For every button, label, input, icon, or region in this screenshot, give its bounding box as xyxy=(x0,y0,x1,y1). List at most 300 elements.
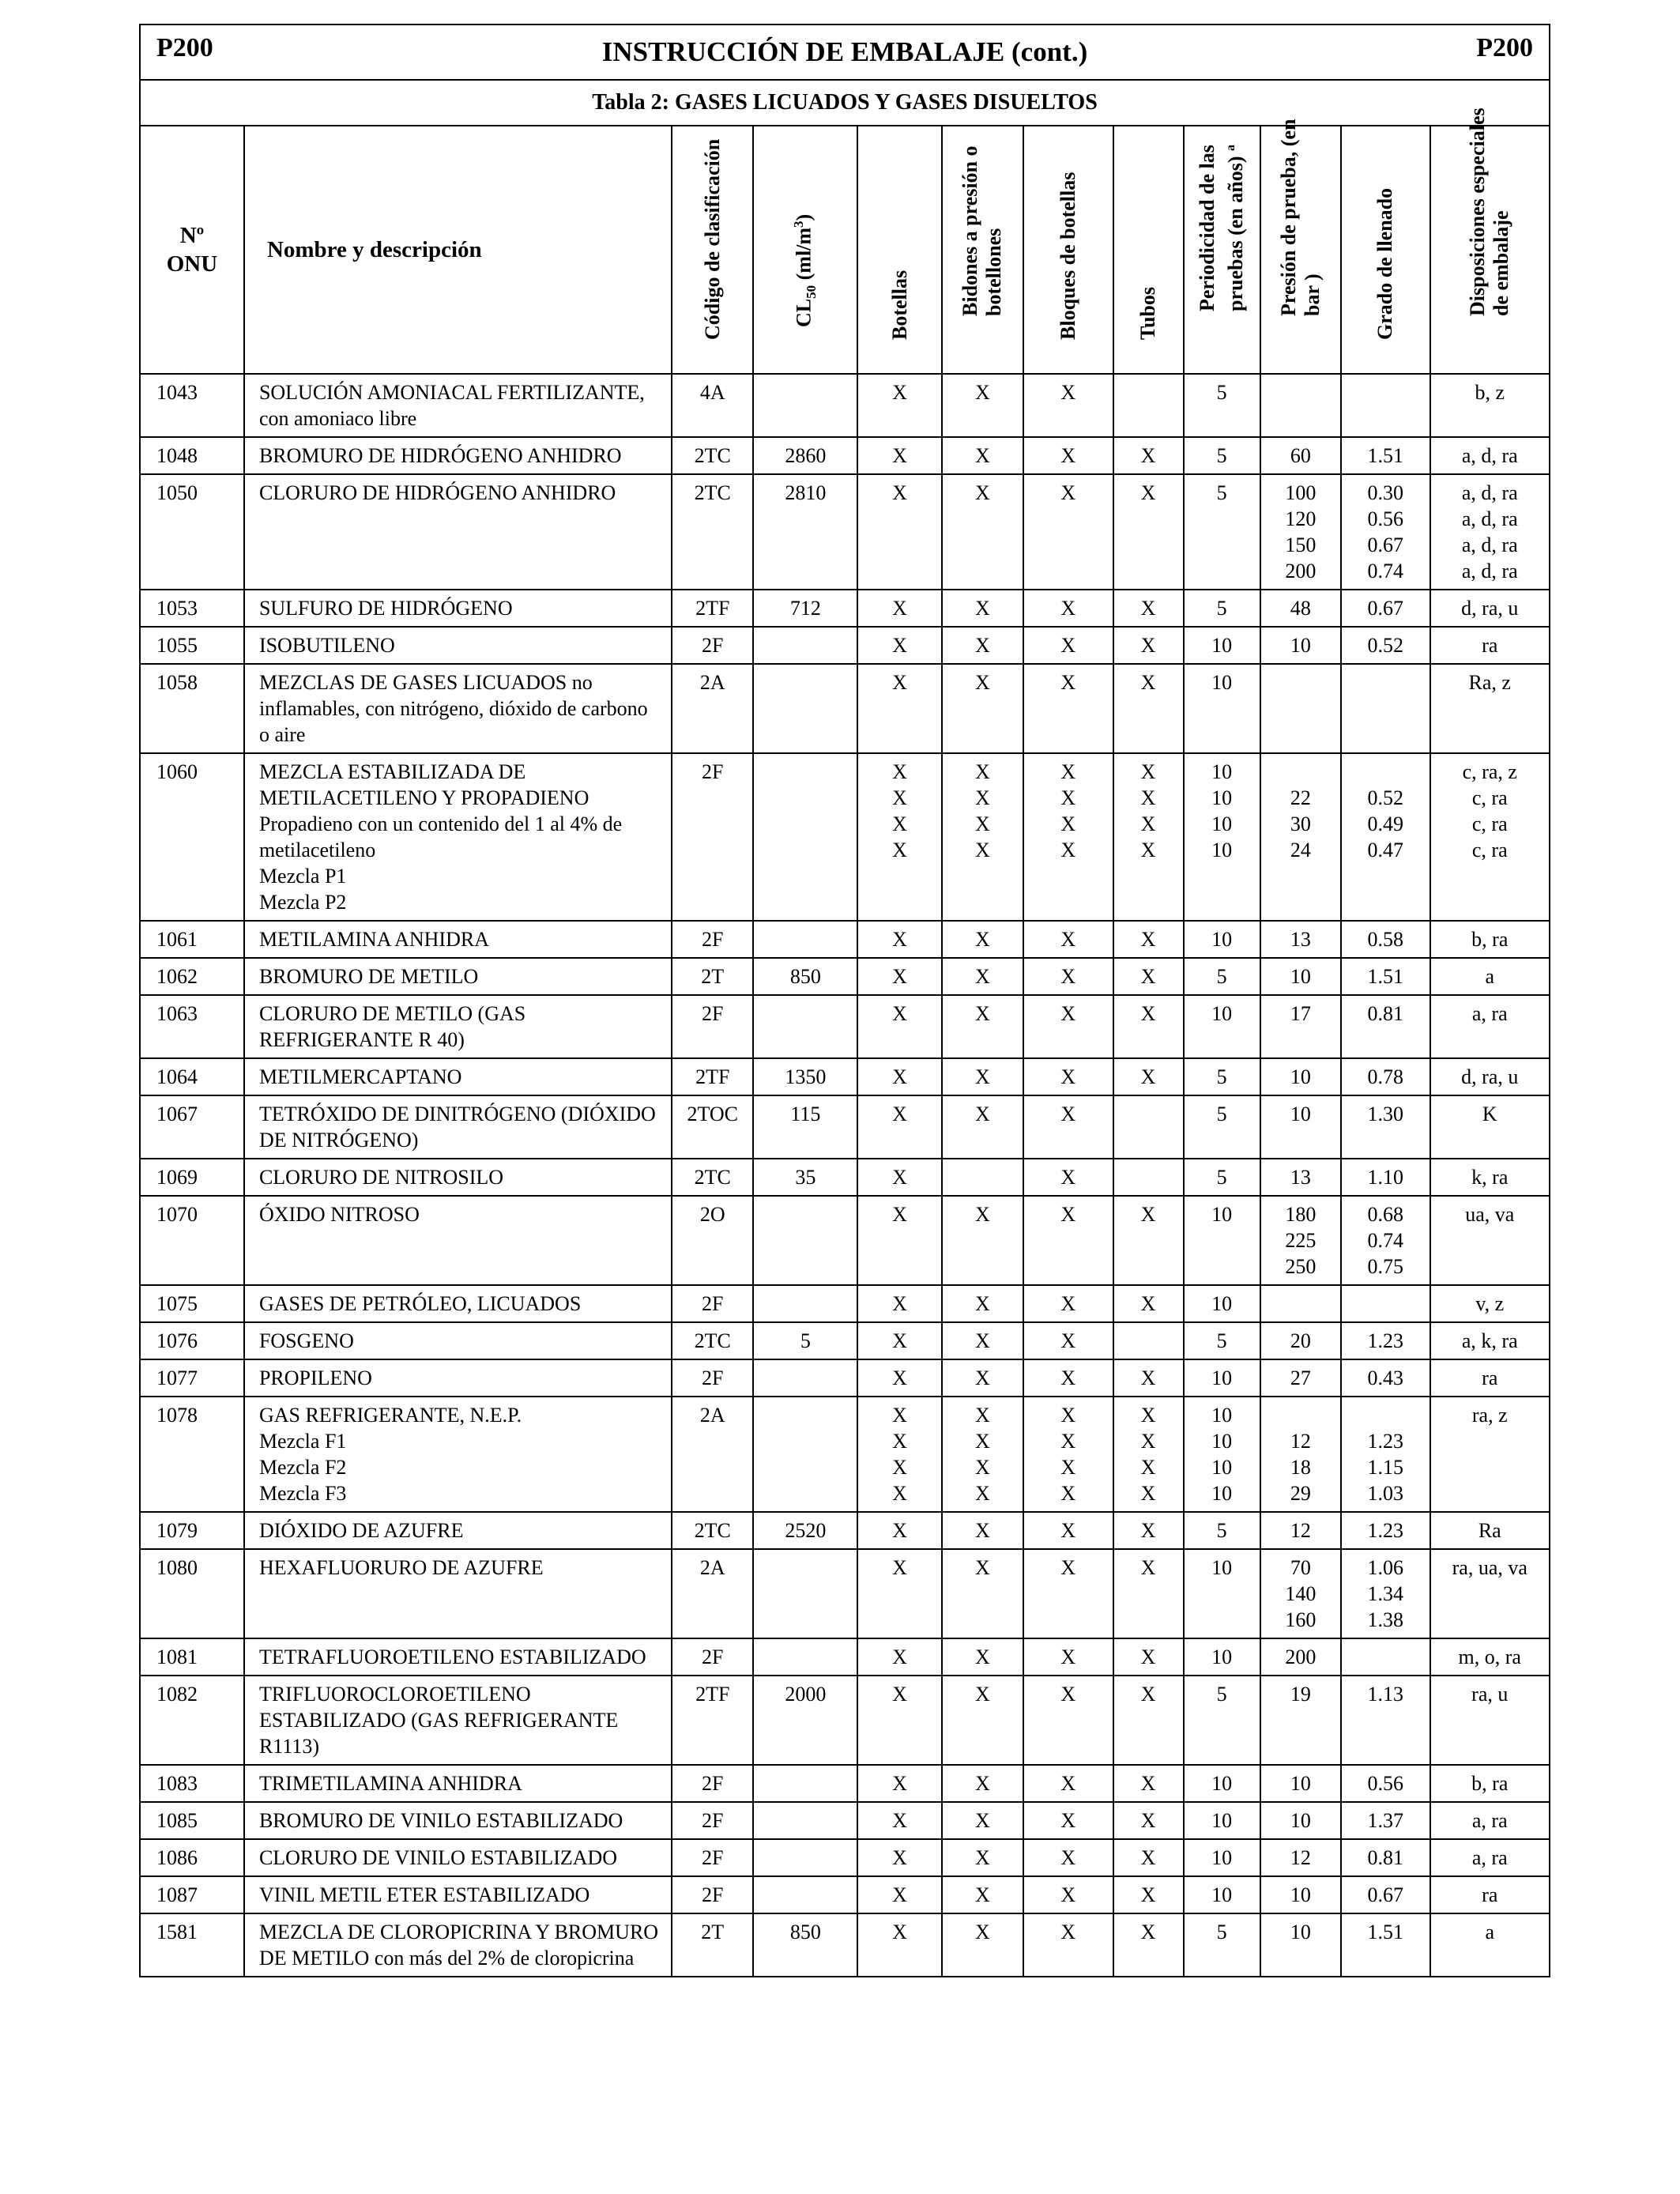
table-row xyxy=(141,1512,1549,1549)
cell-disposiciones: a xyxy=(1430,1913,1549,1976)
cell-cl50: 1350 xyxy=(753,1058,857,1095)
cell-bloques: X xyxy=(1023,1512,1113,1549)
cell-onu: 1070 xyxy=(141,1196,244,1285)
column-header-periodicidad: Periodicidad de las pruebas (en años) $^a$ xyxy=(1184,126,1260,374)
cell-presion: 13 xyxy=(1260,921,1341,958)
cell-grado: 0.81 xyxy=(1341,995,1430,1058)
cell-tubos xyxy=(1113,1095,1184,1159)
cell-disposiciones: d, ra, u xyxy=(1430,1058,1549,1095)
cell-name: TRIMETILAMINA ANHIDRA xyxy=(244,1765,672,1802)
cell-presion: 17 xyxy=(1260,995,1341,1058)
cell-code: 2T xyxy=(672,958,753,995)
cell-code: 2F xyxy=(672,753,753,921)
table-row xyxy=(141,1397,1549,1512)
cell-presion: 12 18 29 xyxy=(1260,1397,1341,1512)
cell-tubos: X xyxy=(1113,437,1184,474)
table-row xyxy=(141,1876,1549,1913)
cell-cl50 xyxy=(753,1765,857,1802)
cell-name: DIÓXIDO DE AZUFRE xyxy=(244,1512,672,1549)
table-row xyxy=(141,1159,1549,1196)
cell-grado xyxy=(1341,1285,1430,1322)
cell-botellas: X xyxy=(857,437,941,474)
cell-onu: 1069 xyxy=(141,1159,244,1196)
cell-presion: 27 xyxy=(1260,1359,1341,1397)
cell-code: 2TF xyxy=(672,1058,753,1095)
cell-tubos: X xyxy=(1113,921,1184,958)
cell-name: BROMURO DE VINILO ESTABILIZADO xyxy=(244,1802,672,1839)
cell-botellas: X xyxy=(857,1058,941,1095)
table-row xyxy=(141,1638,1549,1676)
cell-presion: 10 xyxy=(1260,1095,1341,1159)
cell-code: 2F xyxy=(672,1802,753,1839)
cell-code: 4A xyxy=(672,374,753,437)
cell-tubos: X xyxy=(1113,1549,1184,1638)
cell-bloques: X xyxy=(1023,1638,1113,1676)
cell-name: MEZCLA DE CLOROPICRINA Y BROMURO DE METILO con más del 2% de cloropicrina xyxy=(244,1913,672,1976)
table-row xyxy=(141,437,1549,474)
cell-periodicidad: 5 xyxy=(1184,1913,1260,1976)
cell-bloques: X xyxy=(1023,1196,1113,1285)
cell-bidones: X X X X xyxy=(942,1397,1023,1512)
cell-periodicidad: 10 xyxy=(1184,1196,1260,1285)
cell-grado: 0.56 xyxy=(1341,1765,1430,1802)
cell-disposiciones: ra xyxy=(1430,627,1549,664)
cell-tubos: X xyxy=(1113,1285,1184,1322)
cell-onu: 1078 xyxy=(141,1397,244,1512)
cell-bidones: X xyxy=(942,1196,1023,1285)
cell-tubos xyxy=(1113,1159,1184,1196)
cell-disposiciones: a, ra xyxy=(1430,995,1549,1058)
cell-name: PROPILENO xyxy=(244,1359,672,1397)
cell-tubos: X xyxy=(1113,1359,1184,1397)
cell-botellas: X xyxy=(857,1549,941,1638)
cell-grado xyxy=(1341,664,1430,753)
cell-bidones: X xyxy=(942,1802,1023,1839)
cell-bidones: X xyxy=(942,1839,1023,1876)
cell-periodicidad: 10 xyxy=(1184,1876,1260,1913)
cell-bloques: X xyxy=(1023,1839,1113,1876)
cell-periodicidad: 10 xyxy=(1184,1765,1260,1802)
cell-grado: 0.81 xyxy=(1341,1839,1430,1876)
column-header-bloques: Bloques de botellas xyxy=(1023,126,1113,374)
cell-name: CLORURO DE VINILO ESTABILIZADO xyxy=(244,1839,672,1876)
cell-grado: 1.10 xyxy=(1341,1159,1430,1196)
cell-disposiciones: ra, u xyxy=(1430,1676,1549,1765)
cell-bloques: X xyxy=(1023,921,1113,958)
cell-name: SULFURO DE HIDRÓGENO xyxy=(244,590,672,627)
cell-grado: 0.67 xyxy=(1341,590,1430,627)
cell-tubos: X xyxy=(1113,627,1184,664)
cell-onu: 1055 xyxy=(141,627,244,664)
cell-disposiciones: Ra, z xyxy=(1430,664,1549,753)
cell-disposiciones: Ra xyxy=(1430,1512,1549,1549)
cell-botellas: X xyxy=(857,664,941,753)
cell-bidones: X xyxy=(942,1058,1023,1095)
cell-disposiciones: a, d, ra xyxy=(1430,437,1549,474)
cell-name: METILMERCAPTANO xyxy=(244,1058,672,1095)
cell-onu: 1081 xyxy=(141,1638,244,1676)
table-row xyxy=(141,1058,1549,1095)
table-row xyxy=(141,474,1549,590)
cell-tubos: X xyxy=(1113,1638,1184,1676)
cell-code: 2TC xyxy=(672,437,753,474)
cell-botellas: X xyxy=(857,1676,941,1765)
cell-onu: 1079 xyxy=(141,1512,244,1549)
cell-tubos: X xyxy=(1113,1765,1184,1802)
table-row xyxy=(141,1839,1549,1876)
cell-bidones: X xyxy=(942,1876,1023,1913)
cell-cl50: 850 xyxy=(753,958,857,995)
cell-bidones: X xyxy=(942,1549,1023,1638)
cell-presion: 100 120 150 200 xyxy=(1260,474,1341,590)
table-row xyxy=(141,995,1549,1058)
cell-onu: 1058 xyxy=(141,664,244,753)
cell-bloques: X xyxy=(1023,1095,1113,1159)
table-body xyxy=(141,374,1549,1976)
table-row xyxy=(141,1322,1549,1359)
cell-botellas: X xyxy=(857,1322,941,1359)
cell-periodicidad: 5 xyxy=(1184,1159,1260,1196)
table-row xyxy=(141,753,1549,921)
cell-tubos: X xyxy=(1113,1512,1184,1549)
cell-code: 2A xyxy=(672,1397,753,1512)
cell-periodicidad: 5 xyxy=(1184,1512,1260,1549)
cell-grado: 1.51 xyxy=(1341,1913,1430,1976)
cell-bloques: X xyxy=(1023,958,1113,995)
table-row xyxy=(141,374,1549,437)
table-row xyxy=(141,1913,1549,1976)
cell-bloques: X xyxy=(1023,1285,1113,1322)
cell-grado: 1.23 xyxy=(1341,1322,1430,1359)
instruction-code-right: P200 xyxy=(1476,33,1533,62)
cell-name: GASES DE PETRÓLEO, LICUADOS xyxy=(244,1285,672,1322)
cell-botellas: X xyxy=(857,1285,941,1322)
cell-cl50 xyxy=(753,1638,857,1676)
cell-presion: 10 xyxy=(1260,1058,1341,1095)
cell-disposiciones: m, o, ra xyxy=(1430,1638,1549,1676)
cell-cl50: 850 xyxy=(753,1913,857,1976)
cell-cl50: 5 xyxy=(753,1322,857,1359)
cell-grado: 1.06 1.34 1.38 xyxy=(1341,1549,1430,1638)
cell-bidones: X xyxy=(942,590,1023,627)
cell-bidones: X xyxy=(942,1638,1023,1676)
cell-disposiciones: ra, ua, va xyxy=(1430,1549,1549,1638)
cell-presion xyxy=(1260,374,1341,437)
cell-name: FOSGENO xyxy=(244,1322,672,1359)
cell-onu: 1061 xyxy=(141,921,244,958)
cell-periodicidad: 10 xyxy=(1184,1638,1260,1676)
cell-disposiciones: K xyxy=(1430,1095,1549,1159)
cell-onu: 1067 xyxy=(141,1095,244,1159)
cell-onu: 1085 xyxy=(141,1802,244,1839)
cell-presion: 20 xyxy=(1260,1322,1341,1359)
cell-grado: 1.13 xyxy=(1341,1676,1430,1765)
cell-onu: 1086 xyxy=(141,1839,244,1876)
cell-onu: 1077 xyxy=(141,1359,244,1397)
cell-tubos: X xyxy=(1113,590,1184,627)
cell-bloques: X X X X xyxy=(1023,1397,1113,1512)
cell-code: 2TC xyxy=(672,1512,753,1549)
cell-periodicidad: 10 xyxy=(1184,1802,1260,1839)
cell-presion: 10 xyxy=(1260,1876,1341,1913)
cell-presion: 12 xyxy=(1260,1839,1341,1876)
cell-presion: 13 xyxy=(1260,1159,1341,1196)
cell-bloques: X xyxy=(1023,374,1113,437)
table-row xyxy=(141,627,1549,664)
cell-botellas: X xyxy=(857,1159,941,1196)
cell-grado: 0.43 xyxy=(1341,1359,1430,1397)
cell-botellas: X xyxy=(857,1196,941,1285)
cell-botellas: X xyxy=(857,1359,941,1397)
cell-botellas: X xyxy=(857,1876,941,1913)
cell-bloques: X xyxy=(1023,437,1113,474)
instruction-title: INSTRUCCIÓN DE EMBALAJE (cont.) xyxy=(601,36,1088,67)
cell-bloques: X xyxy=(1023,590,1113,627)
cell-onu: 1080 xyxy=(141,1549,244,1638)
cell-periodicidad: 10 10 10 10 xyxy=(1184,1397,1260,1512)
cell-periodicidad: 5 xyxy=(1184,1322,1260,1359)
cell-periodicidad: 5 xyxy=(1184,474,1260,590)
cell-grado: 1.30 xyxy=(1341,1095,1430,1159)
table-row xyxy=(141,590,1549,627)
cell-cl50 xyxy=(753,1802,857,1839)
table-row xyxy=(141,1285,1549,1322)
cell-code: 2TF xyxy=(672,1676,753,1765)
cell-tubos: X xyxy=(1113,474,1184,590)
cell-tubos: X xyxy=(1113,1058,1184,1095)
cell-onu: 1082 xyxy=(141,1676,244,1765)
cell-bidones: X xyxy=(942,1913,1023,1976)
cell-periodicidad: 5 xyxy=(1184,437,1260,474)
cell-onu: 1083 xyxy=(141,1765,244,1802)
cell-periodicidad: 10 xyxy=(1184,1359,1260,1397)
cell-botellas: X xyxy=(857,474,941,590)
cell-botellas: X xyxy=(857,958,941,995)
cell-code: 2F xyxy=(672,1876,753,1913)
table-row xyxy=(141,958,1549,995)
cell-code: 2A xyxy=(672,664,753,753)
cell-presion: 10 xyxy=(1260,958,1341,995)
cell-periodicidad: 5 xyxy=(1184,590,1260,627)
cell-code: 2F xyxy=(672,1638,753,1676)
cell-tubos xyxy=(1113,374,1184,437)
cell-name: CLORURO DE HIDRÓGENO ANHIDRO xyxy=(244,474,672,590)
cell-onu: 1075 xyxy=(141,1285,244,1322)
cell-botellas: X xyxy=(857,921,941,958)
cell-grado: 1.51 xyxy=(1341,437,1430,474)
table-row xyxy=(141,1802,1549,1839)
cell-tubos: X xyxy=(1113,1676,1184,1765)
cell-code: 2F xyxy=(672,1359,753,1397)
cell-botellas: X xyxy=(857,627,941,664)
cell-onu: 1076 xyxy=(141,1322,244,1359)
cell-disposiciones: b, z xyxy=(1430,374,1549,437)
cell-name: VINIL METIL ETER ESTABILIZADO xyxy=(244,1876,672,1913)
cell-periodicidad: 10 10 10 10 xyxy=(1184,753,1260,921)
cell-grado xyxy=(1341,1638,1430,1676)
cell-cl50 xyxy=(753,921,857,958)
cell-bidones: X xyxy=(942,474,1023,590)
cell-name: MEZCLAS DE GASES LICUADOS no inflamables, con nitrógeno, dióxido de carbono o aire xyxy=(244,664,672,753)
cell-botellas: X xyxy=(857,1638,941,1676)
cell-bloques: X xyxy=(1023,1322,1113,1359)
cell-bidones: X X X X xyxy=(942,753,1023,921)
cell-disposiciones: ua, va xyxy=(1430,1196,1549,1285)
cell-cl50 xyxy=(753,1549,857,1638)
table-row xyxy=(141,1196,1549,1285)
cell-code: 2TC xyxy=(672,1322,753,1359)
cell-grado: 0.58 xyxy=(1341,921,1430,958)
cell-cl50: 2520 xyxy=(753,1512,857,1549)
table-row xyxy=(141,1549,1549,1638)
cell-presion: 10 xyxy=(1260,1913,1341,1976)
cell-disposiciones: b, ra xyxy=(1430,921,1549,958)
cell-botellas: X xyxy=(857,590,941,627)
cell-cl50 xyxy=(753,995,857,1058)
cell-botellas: X xyxy=(857,1512,941,1549)
cell-presion: 48 xyxy=(1260,590,1341,627)
cell-code: 2F xyxy=(672,995,753,1058)
cell-disposiciones: b, ra xyxy=(1430,1765,1549,1802)
cell-code: 2F xyxy=(672,921,753,958)
cell-presion: 19 xyxy=(1260,1676,1341,1765)
table-header-row xyxy=(141,126,1549,374)
cell-presion: 12 xyxy=(1260,1512,1341,1549)
cell-grado: 0.30 0.56 0.67 0.74 xyxy=(1341,474,1430,590)
cell-name: CLORURO DE NITROSILO xyxy=(244,1159,672,1196)
table-title: Tabla 2: GASES LICUADOS Y GASES DISUELTOS xyxy=(141,81,1549,126)
cell-bloques: X xyxy=(1023,1549,1113,1638)
cell-onu: 1087 xyxy=(141,1876,244,1913)
column-header-presion: Presión de prueba, (en bar ) xyxy=(1260,126,1341,374)
cell-code: 2TC xyxy=(672,1159,753,1196)
cell-presion: 10 xyxy=(1260,1802,1341,1839)
cell-cl50 xyxy=(753,627,857,664)
cell-bidones: X xyxy=(942,1285,1023,1322)
cell-name: BROMURO DE HIDRÓGENO ANHIDRO xyxy=(244,437,672,474)
cell-name: MEZCLA ESTABILIZADA DE METILACETILENO Y PROPADIENO Propadieno con un contenido del 1 al 4% de metilacetileno Mezcla P1 Mezcla P2 xyxy=(244,753,672,921)
cell-presion: 70 140 160 xyxy=(1260,1549,1341,1638)
column-header-tubos: Tubos xyxy=(1113,126,1184,374)
table-row xyxy=(141,921,1549,958)
cell-disposiciones: ra xyxy=(1430,1359,1549,1397)
cell-presion xyxy=(1260,664,1341,753)
cell-cl50: 2000 xyxy=(753,1676,857,1765)
cell-botellas: X X X X xyxy=(857,1397,941,1512)
cell-code: 2TC xyxy=(672,474,753,590)
cell-tubos: X xyxy=(1113,1196,1184,1285)
cell-periodicidad: 10 xyxy=(1184,1839,1260,1876)
cell-botellas: X xyxy=(857,374,941,437)
cell-bloques: X xyxy=(1023,1058,1113,1095)
cell-grado: 0.52 xyxy=(1341,627,1430,664)
cell-onu: 1062 xyxy=(141,958,244,995)
cell-code: 2F xyxy=(672,1765,753,1802)
column-header-bidones: Bidones a presión o botellones xyxy=(942,126,1023,374)
cell-botellas: X xyxy=(857,1839,941,1876)
cell-periodicidad: 10 xyxy=(1184,664,1260,753)
cell-presion xyxy=(1260,1285,1341,1322)
cell-botellas: X xyxy=(857,1913,941,1976)
cell-tubos xyxy=(1113,1322,1184,1359)
cell-disposiciones: a, ra xyxy=(1430,1839,1549,1876)
table-row xyxy=(141,1095,1549,1159)
cell-bloques: X xyxy=(1023,474,1113,590)
cell-name: METILAMINA ANHIDRA xyxy=(244,921,672,958)
cell-periodicidad: 10 xyxy=(1184,1285,1260,1322)
cell-botellas: X X X X xyxy=(857,753,941,921)
cell-disposiciones: a, ra xyxy=(1430,1802,1549,1839)
cell-onu: 1064 xyxy=(141,1058,244,1095)
cell-bloques: X xyxy=(1023,664,1113,753)
column-header-grado: Grado de llenado xyxy=(1341,126,1430,374)
cell-bidones xyxy=(942,1159,1023,1196)
cell-bidones: X xyxy=(942,1676,1023,1765)
cell-bloques: X xyxy=(1023,1802,1113,1839)
column-header-cl50: $CL_{50}$ $(ml/m^3)$ xyxy=(753,126,857,374)
cell-tubos: X xyxy=(1113,995,1184,1058)
cell-bidones: X xyxy=(942,437,1023,474)
cell-code: 2F xyxy=(672,1285,753,1322)
cell-bidones: X xyxy=(942,1359,1023,1397)
cell-bidones: X xyxy=(942,374,1023,437)
column-header-disposiciones: Disposiciones especiales de embalaje xyxy=(1430,126,1549,374)
cell-cl50 xyxy=(753,1285,857,1322)
cell-cl50: 712 xyxy=(753,590,857,627)
cell-name: ISOBUTILENO xyxy=(244,627,672,664)
packing-instruction-sheet xyxy=(139,24,1550,1977)
cell-cl50 xyxy=(753,664,857,753)
column-header-onu: Nº ONU xyxy=(141,126,244,374)
cell-botellas: X xyxy=(857,1095,941,1159)
cell-disposiciones: a, k, ra xyxy=(1430,1322,1549,1359)
cell-cl50: 115 xyxy=(753,1095,857,1159)
cell-bloques: X X X X xyxy=(1023,753,1113,921)
column-header-name: Nombre y descripción xyxy=(244,126,672,374)
cell-disposiciones: ra, z xyxy=(1430,1397,1549,1512)
cell-name: BROMURO DE METILO xyxy=(244,958,672,995)
cell-tubos: X xyxy=(1113,1839,1184,1876)
cell-periodicidad: 10 xyxy=(1184,921,1260,958)
cell-presion: 22 30 24 xyxy=(1260,753,1341,921)
cell-botellas: X xyxy=(857,1802,941,1839)
cell-onu: 1050 xyxy=(141,474,244,590)
instruction-code-left: P200 xyxy=(156,33,213,62)
cell-cl50 xyxy=(753,1839,857,1876)
cell-grado: 1.23 1.15 1.03 xyxy=(1341,1397,1430,1512)
cell-disposiciones: a xyxy=(1430,958,1549,995)
cell-presion: 60 xyxy=(1260,437,1341,474)
cell-presion: 180 225 250 xyxy=(1260,1196,1341,1285)
cell-periodicidad: 10 xyxy=(1184,1549,1260,1638)
cell-bloques: X xyxy=(1023,1765,1113,1802)
instruction-header xyxy=(141,25,1549,81)
cell-bidones: X xyxy=(942,1512,1023,1549)
cell-cl50: 2810 xyxy=(753,474,857,590)
cell-name: ÓXIDO NITROSO xyxy=(244,1196,672,1285)
cell-botellas: X xyxy=(857,995,941,1058)
cell-bloques: X xyxy=(1023,627,1113,664)
cell-cl50 xyxy=(753,753,857,921)
cell-name: CLORURO DE METILO (GAS REFRIGERANTE R 40) xyxy=(244,995,672,1058)
cell-periodicidad: 5 xyxy=(1184,1058,1260,1095)
cell-onu: 1043 xyxy=(141,374,244,437)
cell-tubos: X xyxy=(1113,1802,1184,1839)
table-row xyxy=(141,664,1549,753)
cell-disposiciones: v, z xyxy=(1430,1285,1549,1322)
cell-periodicidad: 5 xyxy=(1184,1095,1260,1159)
cell-grado: 1.37 xyxy=(1341,1802,1430,1839)
